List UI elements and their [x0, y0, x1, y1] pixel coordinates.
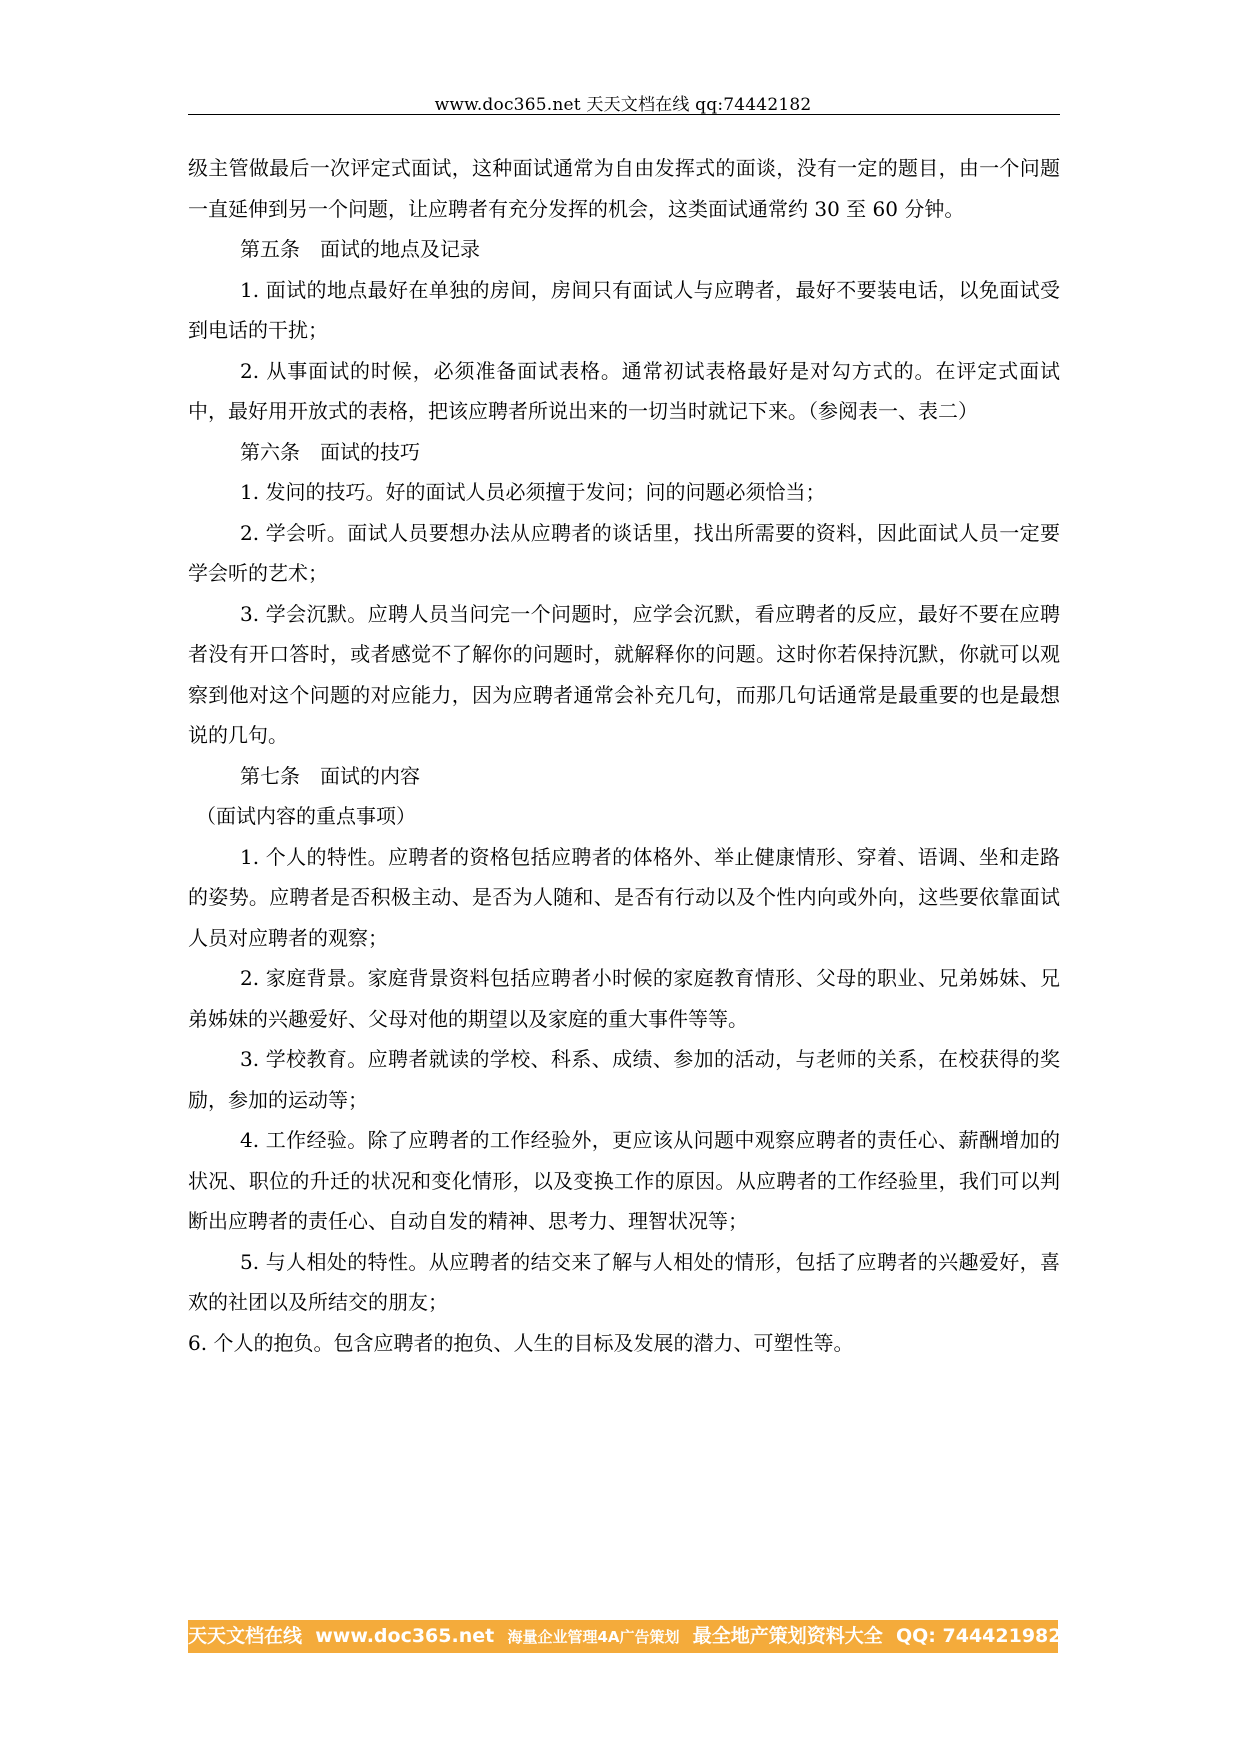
article-7-item-4: 4. 工作经验。除了应聘者的工作经验外，更应该从问题中观察应聘者的责任心、薪酬增加的状况、职位的升迁的状况和变化情形，以及变换工作的原因。从应聘者的工作经验里，我们可以判断出应聘者的责任心、自动自发的精神、思考力、理智状况等； [188, 1128, 1060, 1233]
article-6-item-3: 3. 学会沉默。应聘人员当问完一个问题时，应学会沉默，看应聘者的反应，最好不要在应聘者没有开口答时，或者感觉不了解你的问题时，就解释你的问题。这时你若保持沉默，你就可以观察到他对这个问题的对应能力，因为应聘者通常会补充几句，而那几句话通常是最重要的也是最想说的几句。 [188, 601, 1060, 747]
article-7-item-6: 6. 个人的抱负。包含应聘者的抱负、人生的目标及发展的潜力、可塑性等。 [188, 1330, 854, 1355]
footer-qq: QQ: 744421982 [895, 1625, 1062, 1647]
page-header: www.doc365.net 天天文档在线 qq:74442182 [434, 95, 812, 115]
article-6-item-2: 2. 学会听。面试人员要想办法从应聘者的谈话里，找出所需要的资料，因此面试人员一定要学会听的艺术； [188, 520, 1060, 585]
article-6-item-1: 1. 发问的技巧。好的面试人员必须擅于发问；问的问题必须恰当； [240, 480, 826, 504]
footer-banner [188, 1620, 1062, 1653]
article-7-item-5: 5. 与人相处的特性。从应聘者的结交来了解与人相处的情形，包括了应聘者的兴趣爱好，喜欢的社团以及所结交的朋友； [188, 1249, 1060, 1314]
article-7-item-3: 3. 学校教育。应聘者就读的学校、科系、成绩、参加的活动，与老师的关系，在校获得的奖励，参加的运动等； [188, 1047, 1060, 1112]
article-5-heading: 第五条 面试的地点及记录 [240, 237, 480, 261]
article-7-heading: 第七条 面试的内容 [240, 763, 420, 788]
footer-slogan-1: 海量企业管理4A广告策划 [507, 1628, 680, 1646]
article-5-item-1: 1. 面试的地点最好在单独的房间，房间只有面试人与应聘者，最好不要装电话，以免面试受到电话的干扰； [188, 277, 1060, 342]
article-5-item-2: 2. 从事面试的时候，必须准备面试表格。通常初试表格最好是对勾方式的。在评定式面试中，最好用开放式的表格，把该应聘者所说出来的一切当时就记下来。（参阅表一、表二） [188, 358, 1060, 423]
header-rule [188, 114, 1060, 115]
footer-url: www.doc365.net [315, 1625, 495, 1647]
article-6-heading: 第六条 面试的技巧 [240, 439, 420, 464]
article-7-subheading: （面试内容的重点事项） [196, 804, 416, 828]
footer-site-name: 天天文档在线 [188, 1625, 303, 1647]
paragraph-continuation: 级主管做最后一次评定式面试，这种面试通常为自由发挥式的面谈，没有一定的题目，由一个问题一直延伸到另一个问题，让应聘者有充分发挥的机会，这类面试通常约 30 至 60 分钟。 [188, 156, 1060, 221]
article-7-item-2: 2. 家庭背景。家庭背景资料包括应聘者小时候的家庭教育情形、父母的职业、兄弟姊妹、兄弟姊妹的兴趣爱好、父母对他的期望以及家庭的重大事件等等。 [188, 966, 1060, 1031]
article-7-item-1: 1. 个人的特性。应聘者的资格包括应聘者的体格外、举止健康情形、穿着、语调、坐和走路的姿势。应聘者是否积极主动、是否为人随和、是否有行动以及个性内向或外向，这些要依靠面试人员对应聘者的观察； [188, 844, 1060, 950]
document-body [188, 148, 1060, 1363]
footer-slogan-2: 最全地产策划资料大全 [692, 1625, 883, 1647]
